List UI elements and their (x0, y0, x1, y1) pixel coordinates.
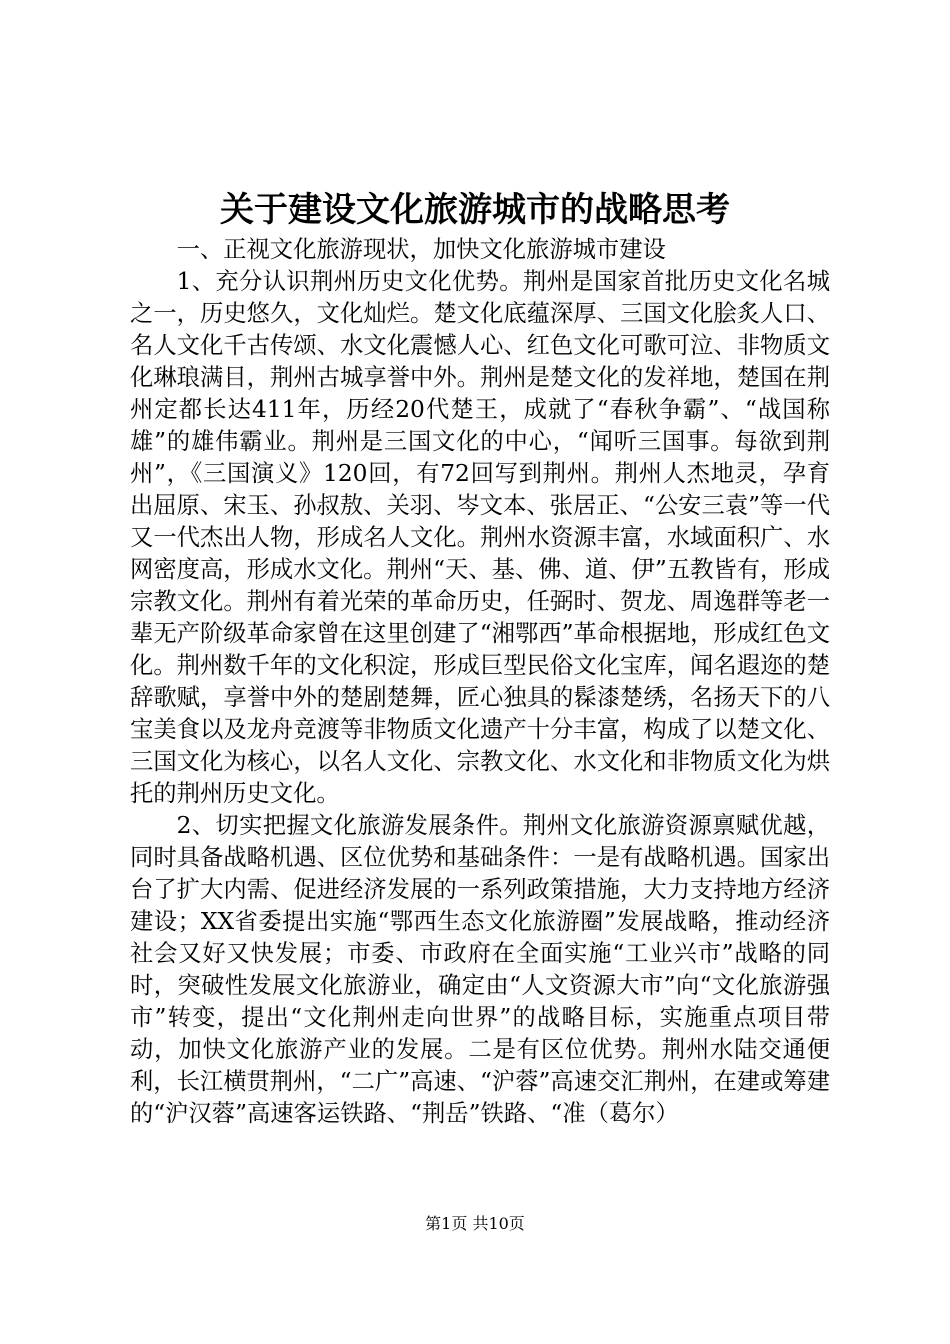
page-title: 关于建设文化旅游城市的战略思考 (220, 190, 730, 230)
document-body (130, 234, 830, 1130)
paragraph-1: 1、充分认识荆州历史文化优势。荆州是国家首批历史文化名城之一，历史悠久，文化灿烂。楚文化底蕴深厚、三国文化脍炙人口、名人文化千古传颂、水文化震憾人心、红色文化可歌可泣、非物质文化琳琅满目，荆州古城享誉中外。荆州是楚文化的发祥地，楚国在荆州定都长达411年，历经20代楚王，成就了“春秋争霸”、“战国称雄”的雄伟霸业。荆州是三国文化的中心，“闻听三国事。每欲到荆州”，《三国演义》120回，有72回写到荆州。荆州人杰地灵，孕育出屈原、宋玉、孙叔敖、关羽、岑文本、张居正、“公安三袁”等一代又一代杰出人物，形成名人文化。荆州水资源丰富，水域面积广、水网密度高，形成水文化。荆州“天、基、佛、道、伊”五教皆有，形成宗教文化。荆州有着光荣的革命历史，任弼时、贺龙、周逸群等老一辈无产阶级革命家曾在这里创建了“湘鄂西”革命根据地，形成红色文化。荆州数千年的文化积淀，形成巨型民俗文化宝库，闻名遐迩的楚辞歌赋，享誉中外的楚剧楚舞，匠心独具的髹漆楚绣，名扬天下的八宝美食以及龙舟竞渡等非物质文化遗产十分丰富，构成了以楚文化、三国文化为核心，以名人文化、宗教文化、水文化和非物质文化为烘托的荆州历史文化。 (130, 268, 830, 807)
paragraph-2: 2、切实把握文化旅游发展条件。荆州文化旅游资源禀赋优越，同时具备战略机遇、区位优势和基础条件：一是有战略机遇。国家出台了扩大内需、促进经济发展的一系列政策措施，大力支持地方经济建设；XX省委提出实施“鄂西生态文化旅游圈”发展战略，推动经济社会又好又快发展；市委、市政府在全面实施“工业兴市”战略的同时，突破性发展文化旅游业，确定由“人文资源大市”向“文化旅游强市”转变，提出“文化荆州走向世界”的战略目标，实施重点项目带动，加快文化旅游产业的发展。二是有区位优势。荆州水陆交通便利，长江横贯荆州，“二广”高速、“沪蓉”高速交汇荆州，在建或筹建的“沪汉蓉”高速客运铁路、“荆岳”铁路、“准（葛尔） (130, 812, 830, 1127)
page-number: 第1页 共10页 (425, 1214, 525, 1233)
section-heading: 一、正视文化旅游现状，加快文化旅游城市建设 (176, 236, 666, 263)
